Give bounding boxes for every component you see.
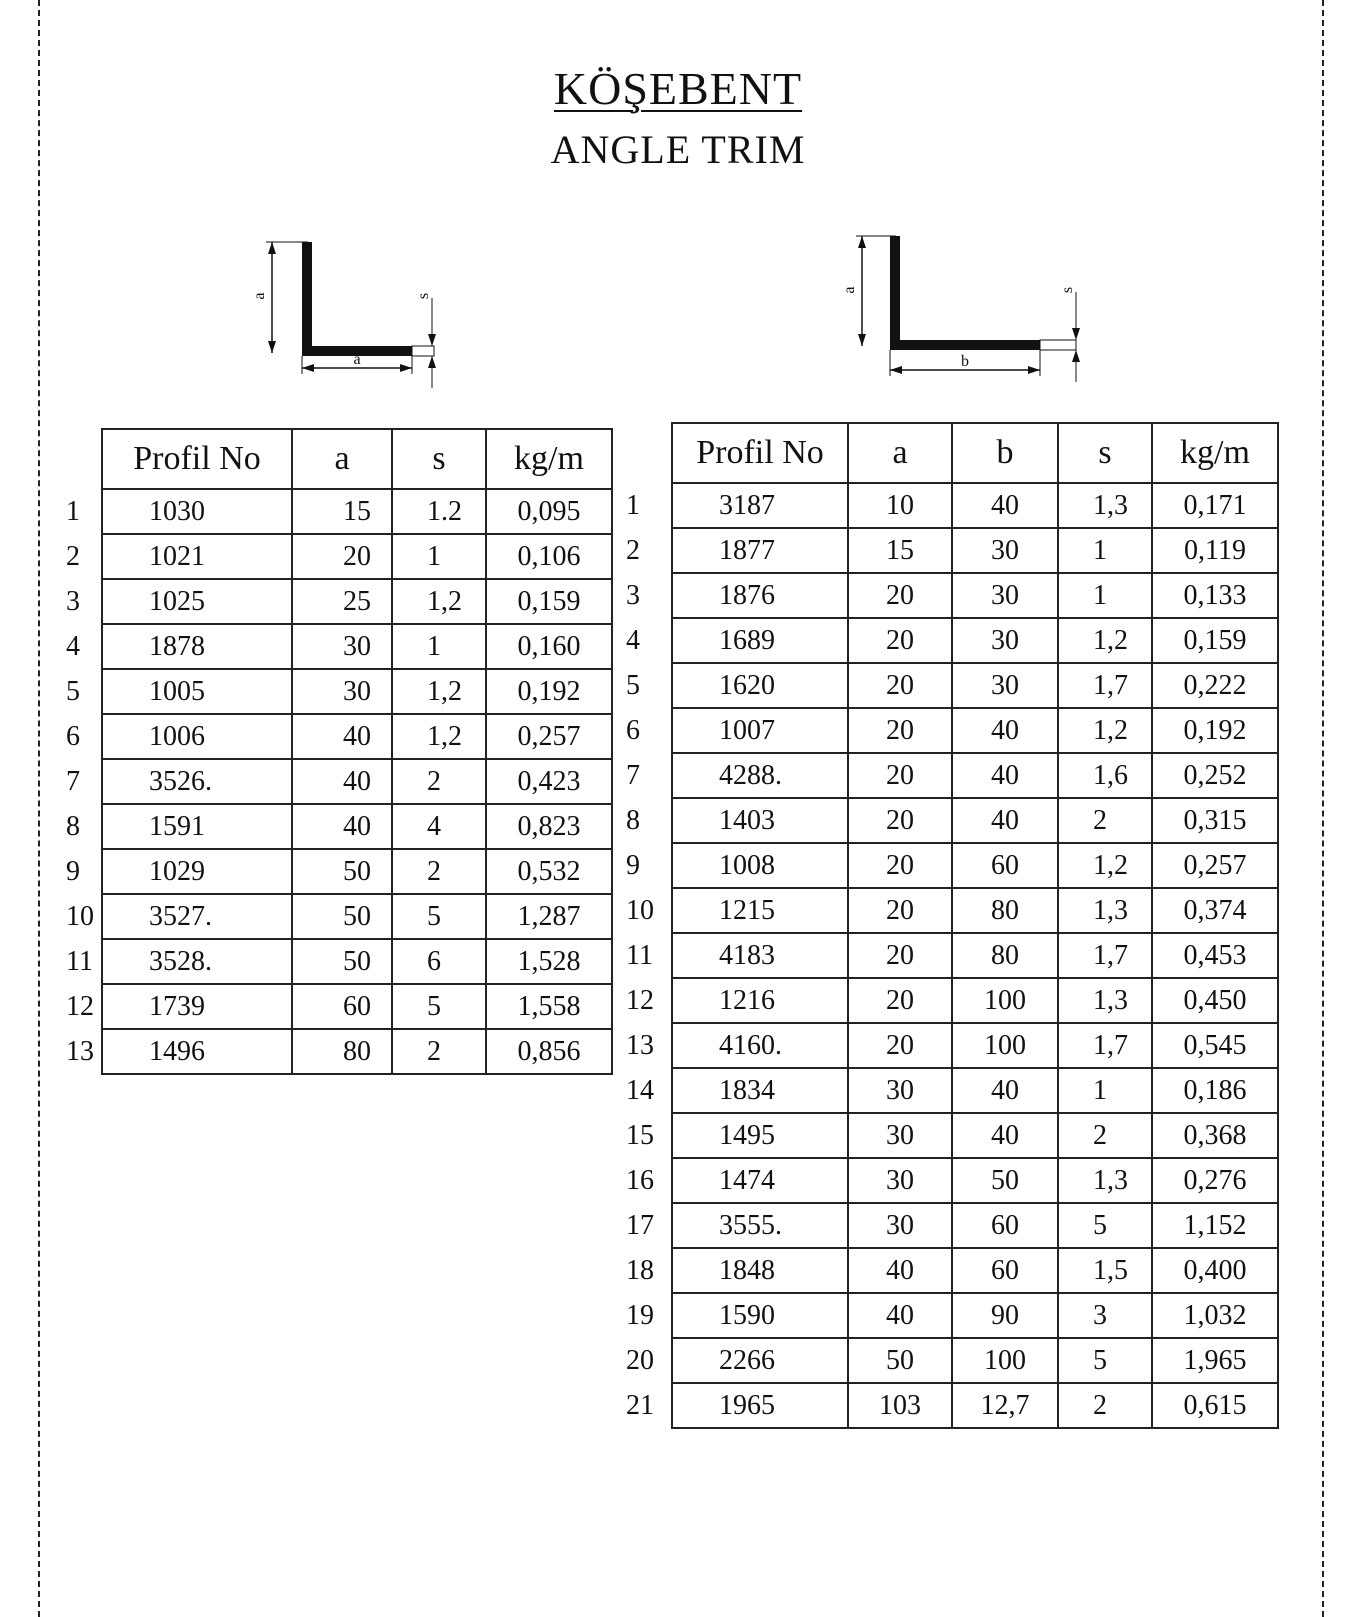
kg-m-cell: 0,160: [486, 624, 612, 669]
s-cell: 1,2: [1058, 618, 1152, 663]
kg-m-cell: 0,315: [1152, 798, 1278, 843]
table-row: [626, 933, 1278, 978]
a-cell: 30: [848, 1203, 952, 1248]
a-cell: 50: [292, 894, 392, 939]
b-cell: 80: [952, 888, 1058, 933]
profil-no-cell: 1965: [672, 1383, 848, 1428]
profil-no-cell: 4160.: [672, 1023, 848, 1068]
table-row: [626, 528, 1278, 573]
b-cell: 30: [952, 573, 1058, 618]
table-row: [66, 669, 612, 714]
row-number: 11: [626, 939, 653, 971]
profil-no-cell: 1025: [102, 579, 292, 624]
b-cell: 40: [952, 708, 1058, 753]
a-cell: 20: [848, 1023, 952, 1068]
table-row: [626, 1203, 1278, 1248]
b-cell: 40: [952, 1068, 1058, 1113]
kg-m-cell: 0,192: [1152, 708, 1278, 753]
row-number: 10: [66, 900, 94, 932]
row-number: 2: [626, 534, 640, 566]
table-row: [66, 714, 612, 759]
table-row: [626, 1158, 1278, 1203]
row-number: 11: [66, 945, 93, 977]
a-cell: 30: [292, 669, 392, 714]
b-cell: 30: [952, 663, 1058, 708]
row-number: 2: [66, 540, 80, 572]
a-cell: 40: [292, 804, 392, 849]
row-number: 4: [626, 624, 640, 656]
s-cell: 1: [392, 534, 486, 579]
kg-m-cell: 0,453: [1152, 933, 1278, 978]
profil-no-cell: 1878: [102, 624, 292, 669]
s-cell: 2: [392, 849, 486, 894]
a-cell: 20: [848, 663, 952, 708]
b-cell: 30: [952, 528, 1058, 573]
table-row: [66, 759, 612, 804]
row-number: 5: [66, 675, 80, 707]
profil-no-cell: 1591: [102, 804, 292, 849]
profil-no-cell: 1877: [672, 528, 848, 573]
right-cut-line: [1322, 0, 1324, 1617]
a-cell: 20: [848, 888, 952, 933]
table-row: [626, 888, 1278, 933]
kg-m-cell: 1,152: [1152, 1203, 1278, 1248]
a-cell: 30: [848, 1158, 952, 1203]
b-cell: 30: [952, 618, 1058, 663]
s-cell: 4: [392, 804, 486, 849]
kg-m-cell: 1,032: [1152, 1293, 1278, 1338]
a-cell: 20: [292, 534, 392, 579]
page-title: KÖŞEBENT: [553, 63, 803, 114]
s-cell: 1,3: [1058, 483, 1152, 528]
table-row: [626, 753, 1278, 798]
b-cell: 100: [952, 1023, 1058, 1068]
profil-no-cell: 4288.: [672, 753, 848, 798]
s-cell: 1: [1058, 528, 1152, 573]
s-cell: 1,2: [1058, 708, 1152, 753]
profil-no-cell: 1590: [672, 1293, 848, 1338]
s-cell: 5: [1058, 1338, 1152, 1383]
row-number-header: [626, 423, 672, 483]
a-cell: 15: [292, 489, 392, 534]
a-cell: 50: [292, 849, 392, 894]
profil-no-cell: 3528.: [102, 939, 292, 984]
table-row: [626, 1293, 1278, 1338]
a-cell: 60: [292, 984, 392, 1029]
s-cell: 1,6: [1058, 753, 1152, 798]
profil-no-cell: 1496: [102, 1029, 292, 1074]
row-number: 3: [66, 585, 80, 617]
b-cell: 50: [952, 1158, 1058, 1203]
kg-m-cell: 0,374: [1152, 888, 1278, 933]
header-a: a: [292, 429, 392, 489]
row-number: 6: [66, 720, 80, 752]
row-number: 5: [626, 669, 640, 701]
row-number: 7: [626, 759, 640, 791]
dim-s-label: s: [415, 292, 432, 300]
profil-no-cell: 1689: [672, 618, 848, 663]
row-number-header: [66, 429, 102, 489]
kg-m-cell: 0,450: [1152, 978, 1278, 1023]
row-number: 14: [626, 1074, 654, 1106]
row-number: 8: [626, 804, 640, 836]
table-row: [626, 1068, 1278, 1113]
profil-no-cell: 1006: [102, 714, 292, 759]
header-s: s: [1058, 423, 1152, 483]
s-cell: 1: [1058, 1068, 1152, 1113]
s-cell: 2: [1058, 1383, 1152, 1428]
row-number: 15: [626, 1119, 654, 1151]
b-cell: 40: [952, 1113, 1058, 1158]
a-cell: 15: [848, 528, 952, 573]
a-cell: 40: [848, 1293, 952, 1338]
row-number: 1: [626, 489, 640, 521]
s-cell: 1,2: [392, 579, 486, 624]
s-cell: 1: [392, 624, 486, 669]
kg-m-cell: 0,186: [1152, 1068, 1278, 1113]
b-cell: 60: [952, 1248, 1058, 1293]
table-row: [66, 489, 612, 534]
b-cell: 60: [952, 1203, 1058, 1248]
table-row: [66, 534, 612, 579]
s-cell: 1: [1058, 573, 1152, 618]
row-number: 16: [626, 1164, 654, 1196]
header-s: s: [392, 429, 486, 489]
table-row: [626, 978, 1278, 1023]
kg-m-cell: 0,095: [486, 489, 612, 534]
profil-no-cell: 1403: [672, 798, 848, 843]
row-number: 18: [626, 1254, 654, 1286]
table-row: [626, 1383, 1278, 1428]
a-cell: 20: [848, 798, 952, 843]
kg-m-cell: 0,856: [486, 1029, 612, 1074]
a-cell: 20: [848, 573, 952, 618]
table-row: [626, 1023, 1278, 1068]
table-row: [626, 708, 1278, 753]
kg-m-cell: 0,257: [486, 714, 612, 759]
row-number: 6: [626, 714, 640, 746]
kg-m-cell: 0,133: [1152, 573, 1278, 618]
row-number: 4: [66, 630, 80, 662]
a-cell: 40: [848, 1248, 952, 1293]
table-row: [66, 849, 612, 894]
table-row: [626, 798, 1278, 843]
a-cell: 80: [292, 1029, 392, 1074]
s-cell: 6: [392, 939, 486, 984]
s-cell: 5: [392, 984, 486, 1029]
profil-no-cell: 1495: [672, 1113, 848, 1158]
a-cell: 103: [848, 1383, 952, 1428]
dim-b-horizontal-label: b: [961, 353, 969, 370]
row-number: 10: [626, 894, 654, 926]
s-cell: 1,7: [1058, 1023, 1152, 1068]
kg-m-cell: 0,823: [486, 804, 612, 849]
s-cell: 5: [1058, 1203, 1152, 1248]
table-row: [66, 1029, 612, 1074]
kg-m-cell: 0,252: [1152, 753, 1278, 798]
a-cell: 30: [848, 1113, 952, 1158]
kg-m-cell: 0,257: [1152, 843, 1278, 888]
table-row: [66, 804, 612, 849]
kg-m-cell: 1,965: [1152, 1338, 1278, 1383]
s-cell: 5: [392, 894, 486, 939]
b-cell: 40: [952, 753, 1058, 798]
unequal-angle-diagram: [840, 226, 1100, 388]
table-header-row: [66, 429, 612, 489]
table-row: [66, 894, 612, 939]
row-number: 12: [66, 990, 94, 1022]
b-cell: 80: [952, 933, 1058, 978]
table-row: [626, 573, 1278, 618]
profil-no-cell: 1029: [102, 849, 292, 894]
kg-m-cell: 0,192: [486, 669, 612, 714]
table-row: [626, 483, 1278, 528]
row-number: 9: [66, 855, 80, 887]
row-number: 1: [66, 495, 80, 527]
row-number: 17: [626, 1209, 654, 1241]
s-cell: 1,3: [1058, 978, 1152, 1023]
table-row: [626, 1338, 1278, 1383]
kg-m-cell: 0,159: [1152, 618, 1278, 663]
s-cell: 2: [1058, 798, 1152, 843]
s-cell: 2: [392, 759, 486, 804]
kg-m-cell: 0,276: [1152, 1158, 1278, 1203]
table-row: [66, 939, 612, 984]
a-cell: 20: [848, 708, 952, 753]
a-cell: 10: [848, 483, 952, 528]
dim-a-horizontal-label: a: [353, 351, 361, 368]
dim-s-label: s: [1059, 286, 1076, 294]
row-number: 19: [626, 1299, 654, 1331]
kg-m-cell: 0,159: [486, 579, 612, 624]
table-row: [626, 843, 1278, 888]
row-number: 13: [66, 1035, 94, 1067]
s-cell: 1.2: [392, 489, 486, 534]
s-cell: 1,3: [1058, 1158, 1152, 1203]
s-cell: 1,7: [1058, 933, 1152, 978]
header-kg-m: kg/m: [1152, 423, 1278, 483]
kg-m-cell: 0,400: [1152, 1248, 1278, 1293]
row-number: 3: [626, 579, 640, 611]
profil-no-cell: 1215: [672, 888, 848, 933]
kg-m-cell: 0,119: [1152, 528, 1278, 573]
a-cell: 20: [848, 618, 952, 663]
header-b: b: [952, 423, 1058, 483]
a-cell: 50: [848, 1338, 952, 1383]
dim-a-vertical-label: a: [841, 286, 858, 294]
kg-m-cell: 0,106: [486, 534, 612, 579]
s-cell: 1,5: [1058, 1248, 1152, 1293]
table-row: [626, 1113, 1278, 1158]
b-cell: 90: [952, 1293, 1058, 1338]
profil-no-cell: 1848: [672, 1248, 848, 1293]
profil-no-cell: 1008: [672, 843, 848, 888]
table-row: [626, 618, 1278, 663]
s-cell: 1,3: [1058, 888, 1152, 933]
equal-angle-diagram: [250, 228, 470, 388]
a-cell: 25: [292, 579, 392, 624]
a-cell: 50: [292, 939, 392, 984]
table-header-row: [626, 423, 1278, 483]
b-cell: 60: [952, 843, 1058, 888]
kg-m-cell: 0,532: [486, 849, 612, 894]
dim-a-vertical-label: a: [251, 292, 268, 300]
row-number: 21: [626, 1389, 654, 1421]
table-row: [626, 1248, 1278, 1293]
b-cell: 100: [952, 1338, 1058, 1383]
a-cell: 30: [848, 1068, 952, 1113]
left-cut-line: [38, 0, 40, 1617]
a-cell: 20: [848, 978, 952, 1023]
row-number: 8: [66, 810, 80, 842]
row-number: 20: [626, 1344, 654, 1376]
b-cell: 12,7: [952, 1383, 1058, 1428]
kg-m-cell: 0,615: [1152, 1383, 1278, 1428]
table-row: [66, 579, 612, 624]
kg-m-cell: 0,171: [1152, 483, 1278, 528]
kg-m-cell: 1,287: [486, 894, 612, 939]
profil-no-cell: 2266: [672, 1338, 848, 1383]
profil-no-cell: 1876: [672, 573, 848, 618]
profil-no-cell: 1030: [102, 489, 292, 534]
profil-no-cell: 1007: [672, 708, 848, 753]
kg-m-cell: 1,528: [486, 939, 612, 984]
s-cell: 1,2: [392, 714, 486, 759]
a-cell: 40: [292, 714, 392, 759]
profil-no-cell: 3526.: [102, 759, 292, 804]
equal-angle-table: [66, 428, 613, 1075]
kg-m-cell: 0,545: [1152, 1023, 1278, 1068]
a-cell: 20: [848, 753, 952, 798]
kg-m-cell: 0,423: [486, 759, 612, 804]
profil-no-cell: 1005: [102, 669, 292, 714]
kg-m-cell: 1,558: [486, 984, 612, 1029]
header-kg-m: kg/m: [486, 429, 612, 489]
s-cell: 1,2: [392, 669, 486, 714]
profil-no-cell: 1021: [102, 534, 292, 579]
profil-no-cell: 3187: [672, 483, 848, 528]
a-cell: 20: [848, 933, 952, 978]
row-number: 7: [66, 765, 80, 797]
profil-no-cell: 1474: [672, 1158, 848, 1203]
profil-no-cell: 1739: [102, 984, 292, 1029]
header-profil-no: Profil No: [672, 423, 848, 483]
row-number: 13: [626, 1029, 654, 1061]
a-cell: 40: [292, 759, 392, 804]
unequal-angle-table: [626, 422, 1279, 1429]
a-cell: 30: [292, 624, 392, 669]
header-profil-no: Profil No: [102, 429, 292, 489]
table-row: [66, 624, 612, 669]
table-row: [626, 663, 1278, 708]
a-cell: 20: [848, 843, 952, 888]
profil-no-cell: 1216: [672, 978, 848, 1023]
profil-no-cell: 1834: [672, 1068, 848, 1113]
profil-no-cell: 3555.: [672, 1203, 848, 1248]
profil-no-cell: 3527.: [102, 894, 292, 939]
kg-m-cell: 0,368: [1152, 1113, 1278, 1158]
s-cell: 1,7: [1058, 663, 1152, 708]
kg-m-cell: 0,222: [1152, 663, 1278, 708]
profil-no-cell: 4183: [672, 933, 848, 978]
header-a: a: [848, 423, 952, 483]
s-cell: 1,2: [1058, 843, 1152, 888]
s-cell: 3: [1058, 1293, 1152, 1338]
b-cell: 40: [952, 483, 1058, 528]
page-subtitle: ANGLE TRIM: [550, 127, 806, 172]
table-row: [66, 984, 612, 1029]
s-cell: 2: [392, 1029, 486, 1074]
b-cell: 40: [952, 798, 1058, 843]
row-number: 9: [626, 849, 640, 881]
s-cell: 2: [1058, 1113, 1152, 1158]
row-number: 12: [626, 984, 654, 1016]
b-cell: 100: [952, 978, 1058, 1023]
profil-no-cell: 1620: [672, 663, 848, 708]
